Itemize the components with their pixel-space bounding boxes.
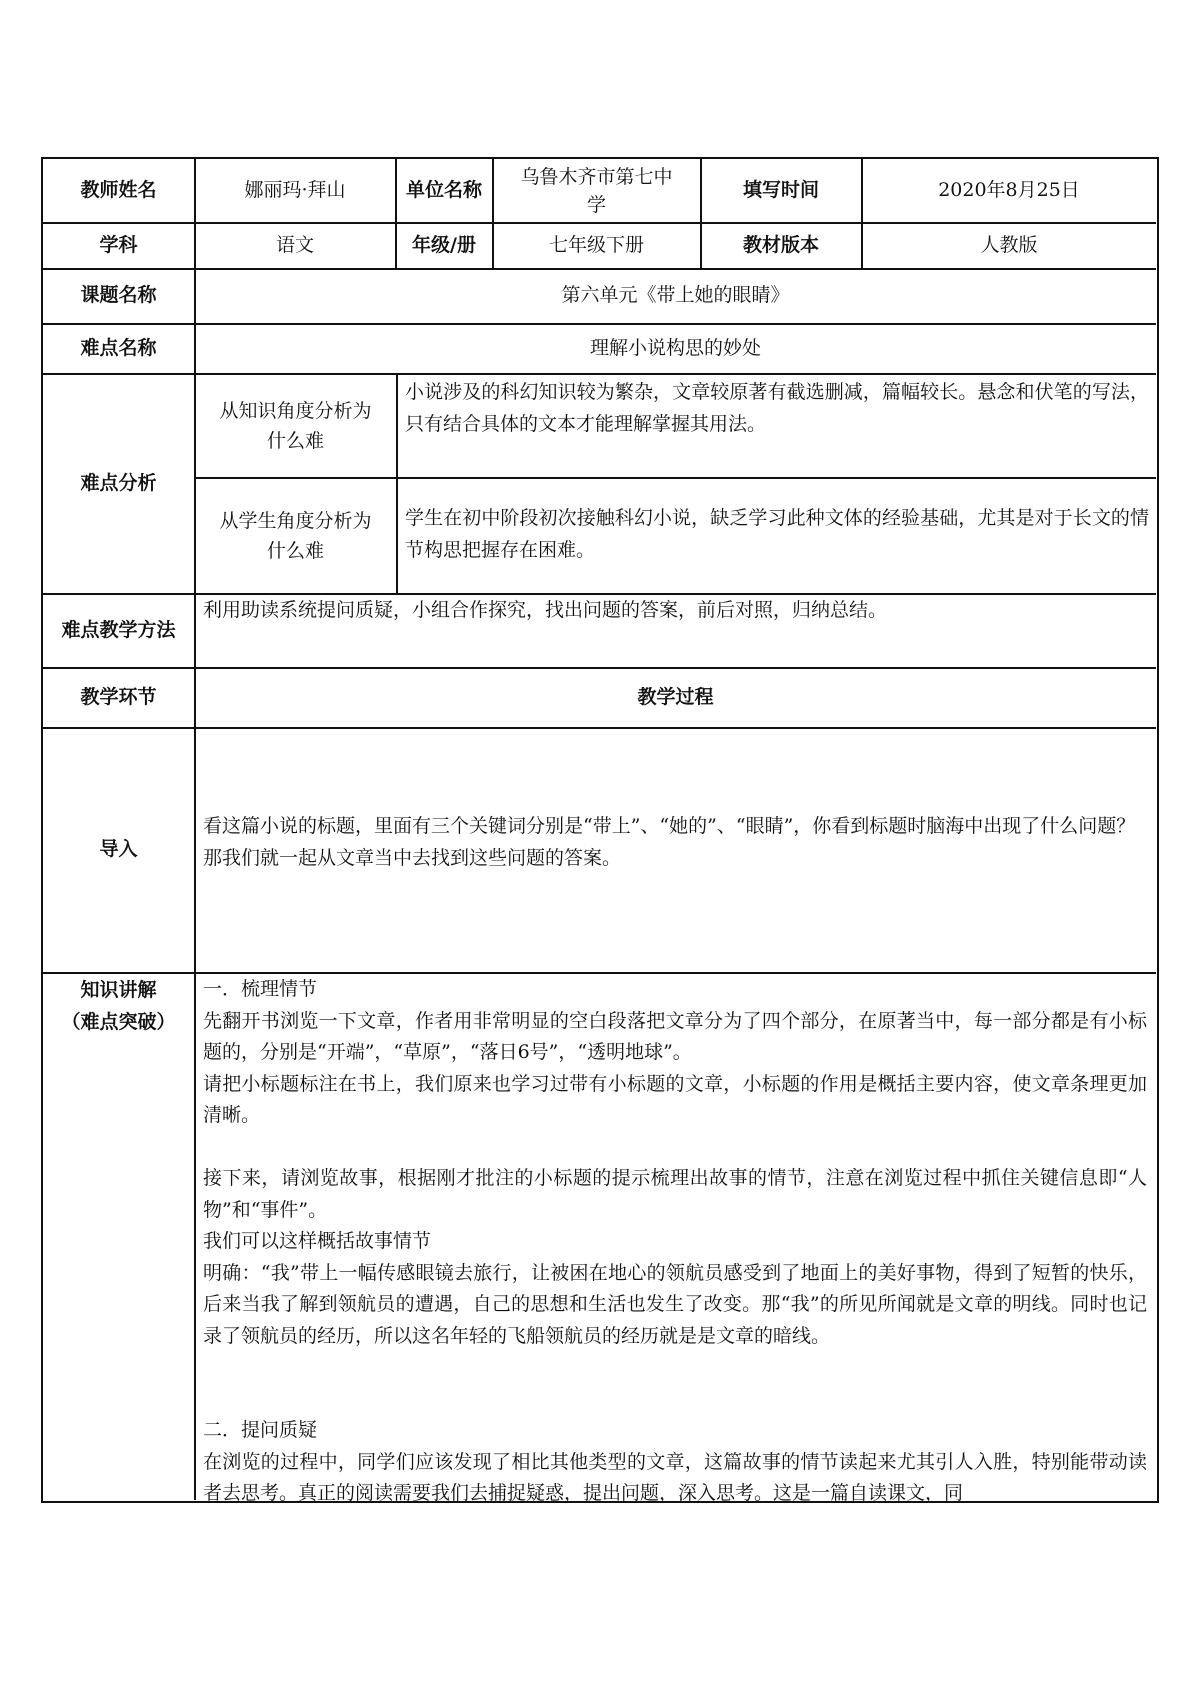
blank-line xyxy=(203,1352,1147,1415)
section-2-title: 二．提问质疑 xyxy=(203,1419,318,1441)
intro-paragraph-2: 那我们就一起从文章当中去找到这些问题的答案。 xyxy=(203,846,622,869)
knowledge-label xyxy=(43,974,194,1038)
topic-value: 第六单元《带上她的眼睛》 xyxy=(561,284,790,307)
column-divider xyxy=(396,373,398,593)
knowledge-content xyxy=(203,974,1147,1510)
fill-date-value: 2020年8月25日 xyxy=(938,178,1080,201)
knowledge-angle-label: 从知识角度分析为什么难 xyxy=(219,399,372,452)
grade-value: 七年级下册 xyxy=(548,233,644,256)
method-label: 难点教学方法 xyxy=(61,618,176,641)
knowledge-label-line-1: 知识讲解 xyxy=(80,979,157,1001)
knowledge-label-line-2: （难点突破） xyxy=(61,1011,176,1033)
difficulty-label: 难点名称 xyxy=(80,336,157,359)
student-angle-paragraph: 学生在初中阶段初次接触科幻小说，缺乏学习此种文体的经验基础，尤其是对于长文的情节构思把握存在困难。 xyxy=(405,507,1149,561)
method-text xyxy=(203,595,1147,627)
subject-value: 语文 xyxy=(275,233,314,256)
teacher-name-label: 教师姓名 xyxy=(80,178,157,201)
fill-date-label: 填写时间 xyxy=(742,178,819,201)
blank-line xyxy=(203,1132,1147,1164)
knowledge-angle-paragraph: 小说涉及的科幻知识较为繁杂，文章较原著有截选删减，篇幅较长。悬念和伏笔的写法，只有结合具体的文本才能理解掌握其用法。 xyxy=(405,381,1149,435)
unit-name-value: 乌鲁木齐市第七中学 xyxy=(520,165,673,216)
row-divider xyxy=(43,727,1156,729)
teaching-stage-header: 教学环节 xyxy=(80,685,157,708)
section-1-paragraph-2: 请把小标题标注在书上，我们原来也学习过带有小标题的文章，小标题的作用是概括主要内容，使文章条理更加清晰。 xyxy=(203,1072,1147,1126)
edition-value: 人教版 xyxy=(980,233,1038,256)
section-1-paragraph-5: 明确：“我”带上一幅传感眼镜去旅行，让被困在地心的领航员感受到了地面上的美好事物，得到了短暂的快乐，后来当我了解到领航员的遭遇，自己的思想和生活也发生了改变。那“我”的所见所闻就是文章的明线。同时也记录了领航员的经历，所以这名年轻的飞船领航员的经历就是是文章的暗线。 xyxy=(203,1261,1147,1347)
student-angle-label: 从学生角度分析为什么难 xyxy=(219,509,372,562)
section-1-paragraph-4: 我们可以这样概括故事情节 xyxy=(203,1230,432,1252)
topic-label: 课题名称 xyxy=(80,284,157,307)
student-angle-text xyxy=(405,503,1149,566)
unit-name-label: 单位名称 xyxy=(405,178,482,201)
lesson-plan-table xyxy=(41,157,1159,1503)
edition-label: 教材版本 xyxy=(742,233,819,256)
teaching-process-header: 教学过程 xyxy=(637,685,714,708)
subject-label: 学科 xyxy=(99,233,138,256)
grade-label: 年级/册 xyxy=(412,233,476,256)
intro-label: 导入 xyxy=(99,838,138,861)
section-1-title: 一．梳理情节 xyxy=(203,978,318,1000)
intro-paragraph-1: 看这篇小说的标题，里面有三个关键词分别是“带上”、“她的”、“眼睛”，你看到标题时脑海中出现了什么问题？ xyxy=(203,815,1136,837)
intro-content xyxy=(203,811,1147,874)
knowledge-angle-text xyxy=(405,377,1149,440)
difficulty-value: 理解小说构思的妙处 xyxy=(589,336,761,359)
analysis-label: 难点分析 xyxy=(80,471,157,494)
section-1-paragraph-3: 接下来，请浏览故事，根据刚才批注的小标题的提示梳理出故事的情节，注意在浏览过程中抓住关键信息即“人物”和“事件”。 xyxy=(203,1167,1147,1221)
section-1-paragraph-1: 先翻开书浏览一下文章，作者用非常明显的空白段落把文章分为了四个部分，在原著当中，每一部分都是有小标题的，分别是“开端”，“草原”，“落日6号”，“透明地球”。 xyxy=(203,1009,1147,1063)
section-2-paragraph-1: 在浏览的过程中，同学们应该发现了相比其他类型的文章，这篇故事的情节读起来尤其引人入胜，特别能带动读者去思考。真正的阅读需要我们去捕捉疑惑，提出问题，深入思考。这是一篇自读课文，同 xyxy=(203,1450,1147,1504)
method-paragraph: 利用助读系统提问质疑，小组合作探究，找出问题的答案，前后对照，归纳总结。 xyxy=(203,599,888,621)
teacher-name-value: 娜丽玛·拜山 xyxy=(244,178,346,201)
